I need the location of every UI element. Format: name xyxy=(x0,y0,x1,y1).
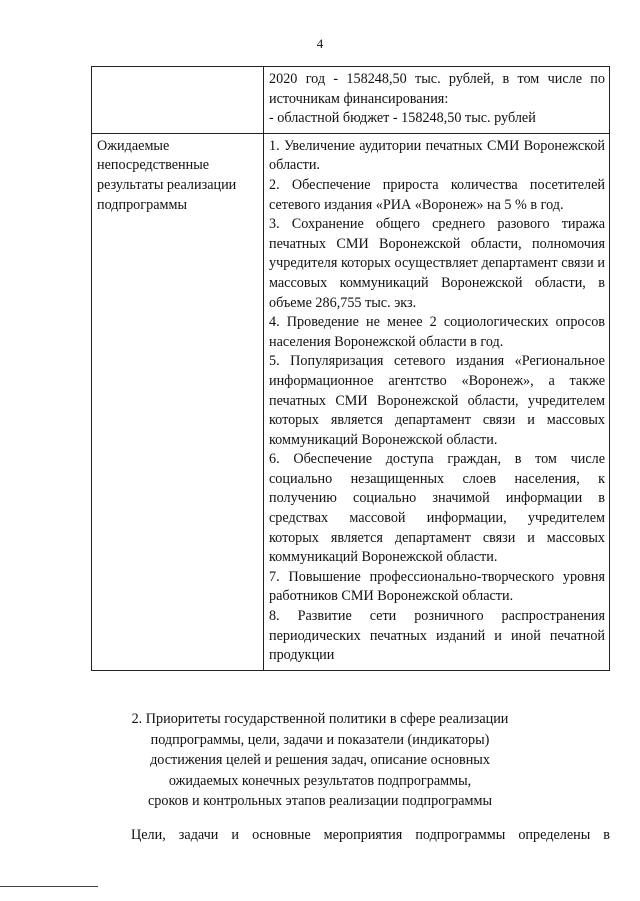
result-item: 8. Развитие сети розничного распространения периодических печатных изданий и иной печатной продукции xyxy=(269,608,605,664)
funding-regional-text: - областной бюджет - 158248,50 тыс. рублей xyxy=(269,110,536,127)
table-row xyxy=(92,67,610,134)
section-heading-line: 2. Приоритеты государственной политики в сфере реализации xyxy=(131,711,509,727)
result-item: 1. Увеличение аудитории печатных СМИ Воронежской области. xyxy=(269,137,605,174)
funding-cell xyxy=(264,67,610,134)
page-number: 4 xyxy=(316,36,324,51)
section-heading-line: достижения целей и решения задач, описание основных xyxy=(150,752,490,769)
section-heading xyxy=(0,709,640,812)
section-heading-line: ожидаемых конечных результатов подпрограммы, xyxy=(168,772,472,789)
result-item: 4. Проведение не менее 2 социологических опросов населения Воронежской области в год. xyxy=(269,314,605,350)
result-item: 6. Обеспечение доступа граждан, в том числе социально незащищенных слоев населения, к получению социально значимой информации в средствах массовой информации, учредителем которых является департамент связи и массовых коммуникаций Воронежской области. xyxy=(269,451,605,566)
section-heading-line: подпрограммы, цели, задачи и показатели (индикаторы) xyxy=(150,731,490,748)
result-item: 2. Обеспечение прироста количества посетителей сетевого издания «РИА «Воронеж» на 5 % в год. xyxy=(269,176,605,213)
footer-divider xyxy=(0,886,98,887)
section-heading-line: сроков и контрольных этапов реализации подпрограммы xyxy=(147,793,493,810)
passport-table xyxy=(91,66,610,671)
table-row xyxy=(92,133,610,670)
result-item: 7. Повышение профессионально-творческого уровня работников СМИ Воронежской области. xyxy=(269,568,605,605)
funding-total-text: 2020 год - 158248,50 тыс. рублей, в том числе по источникам финансирования: xyxy=(269,71,605,107)
result-item: 5. Популяризация сетевого издания «Региональное информационное агентство «Воронеж», а также печатных СМИ Воронежской области, учредителем которых является департамент связи и массовых коммуникаций Воронежской области. xyxy=(269,353,605,448)
expected-results-label: Ожидаемые непосредственные результаты реализации подпрограммы xyxy=(92,133,264,670)
body-paragraph: Цели, задачи и основные мероприятия подпрограммы определены в xyxy=(131,827,610,843)
table-cell-empty xyxy=(92,67,264,134)
result-item: 3. Сохранение общего среднего разового тиража печатных СМИ Воронежской области, полномочия учредителя которых осуществляет департамент связи и массовых коммуникаций Воронежской области, в объеме 286,755 тыс. экз. xyxy=(269,216,605,311)
expected-results-cell xyxy=(264,133,610,670)
